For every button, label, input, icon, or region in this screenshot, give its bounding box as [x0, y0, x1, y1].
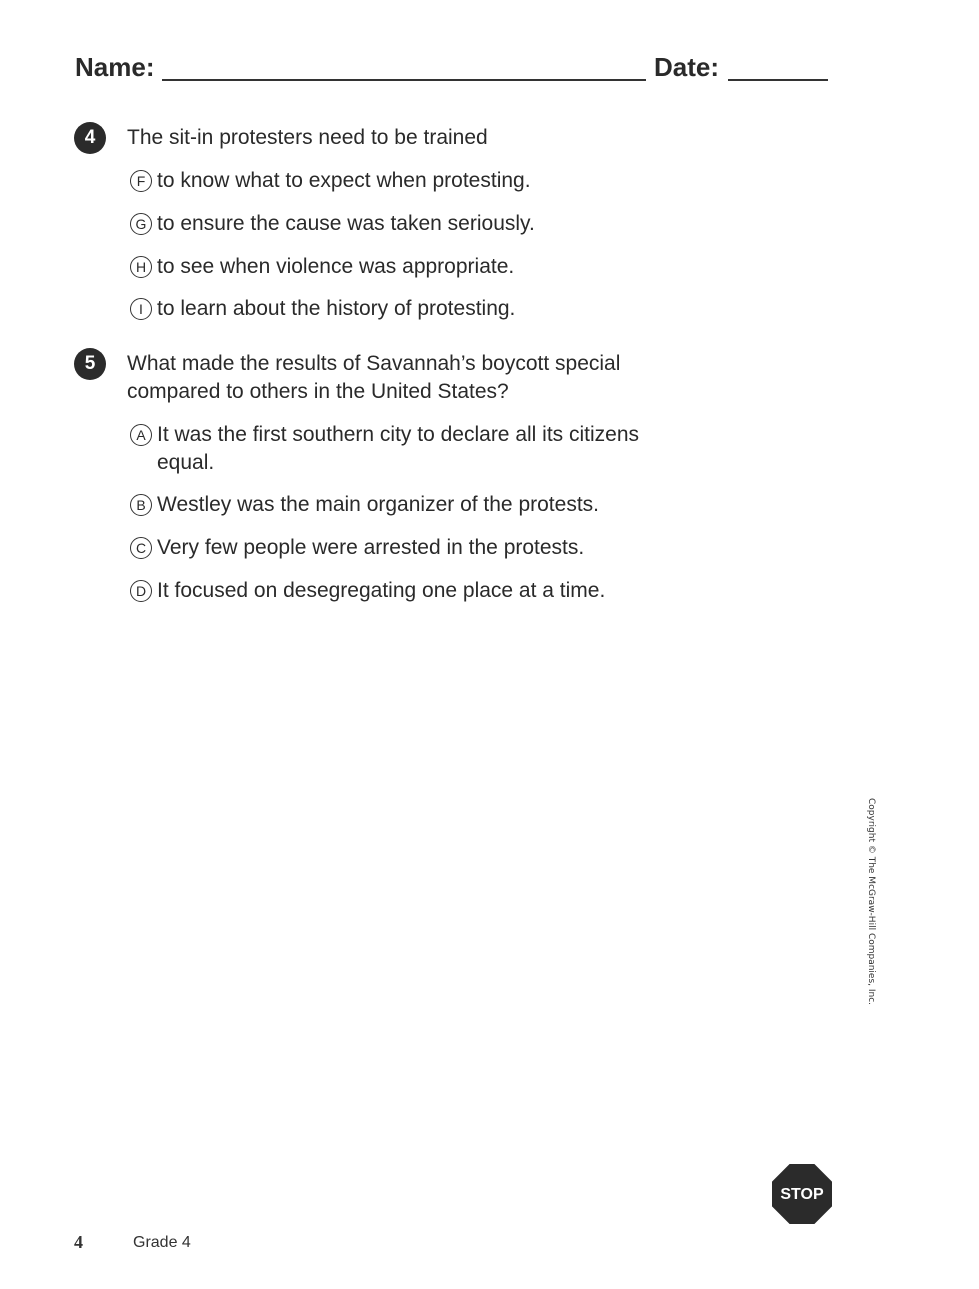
- option-letter-bubble[interactable]: D: [130, 580, 152, 602]
- option-text: to learn about the history of protesting.: [157, 297, 516, 320]
- name-field[interactable]: [162, 79, 646, 81]
- option-letter-bubble[interactable]: C: [130, 537, 152, 559]
- date-label: Date:: [654, 52, 720, 82]
- name-date-header: [75, 52, 835, 88]
- option-letter-bubble[interactable]: A: [130, 424, 152, 446]
- question-number-badge: 5: [74, 348, 106, 380]
- option-letter-bubble[interactable]: G: [130, 213, 152, 235]
- option-text: to see when violence was appropriate.: [157, 255, 515, 278]
- option-letter-bubble[interactable]: I: [130, 298, 152, 320]
- copyright-notice: Copyright © The McGraw-Hill Companies, Inc.: [866, 798, 876, 1006]
- option-letter-bubble[interactable]: B: [130, 494, 152, 516]
- option-letter-bubble[interactable]: H: [130, 256, 152, 278]
- option-text: to ensure the cause was taken seriously.: [157, 212, 535, 235]
- option-text: It was the first southern city to declare all its citizens equal.: [157, 423, 640, 474]
- option-text: Westley was the main organizer of the protests.: [157, 493, 599, 516]
- stop-sign-label: STOP: [780, 1186, 824, 1203]
- question-number-badge: 4: [74, 122, 106, 154]
- grade-label: Grade 4: [133, 1234, 191, 1251]
- option-text: It focused on desegregating one place at a time.: [157, 579, 606, 602]
- question-text: What made the results of Savannah’s boycott special compared to others in the United States?: [127, 352, 621, 403]
- page-number: 4: [74, 1232, 83, 1252]
- option-text: Very few people were arrested in the protests.: [157, 536, 585, 559]
- name-label: Name:: [75, 52, 155, 82]
- stop-sign-icon: [772, 1164, 832, 1224]
- question-text: The sit-in protesters need to be trained: [127, 126, 488, 149]
- date-field[interactable]: [728, 79, 828, 81]
- option-text: to know what to expect when protesting.: [157, 169, 531, 192]
- option-letter-bubble[interactable]: F: [130, 170, 152, 192]
